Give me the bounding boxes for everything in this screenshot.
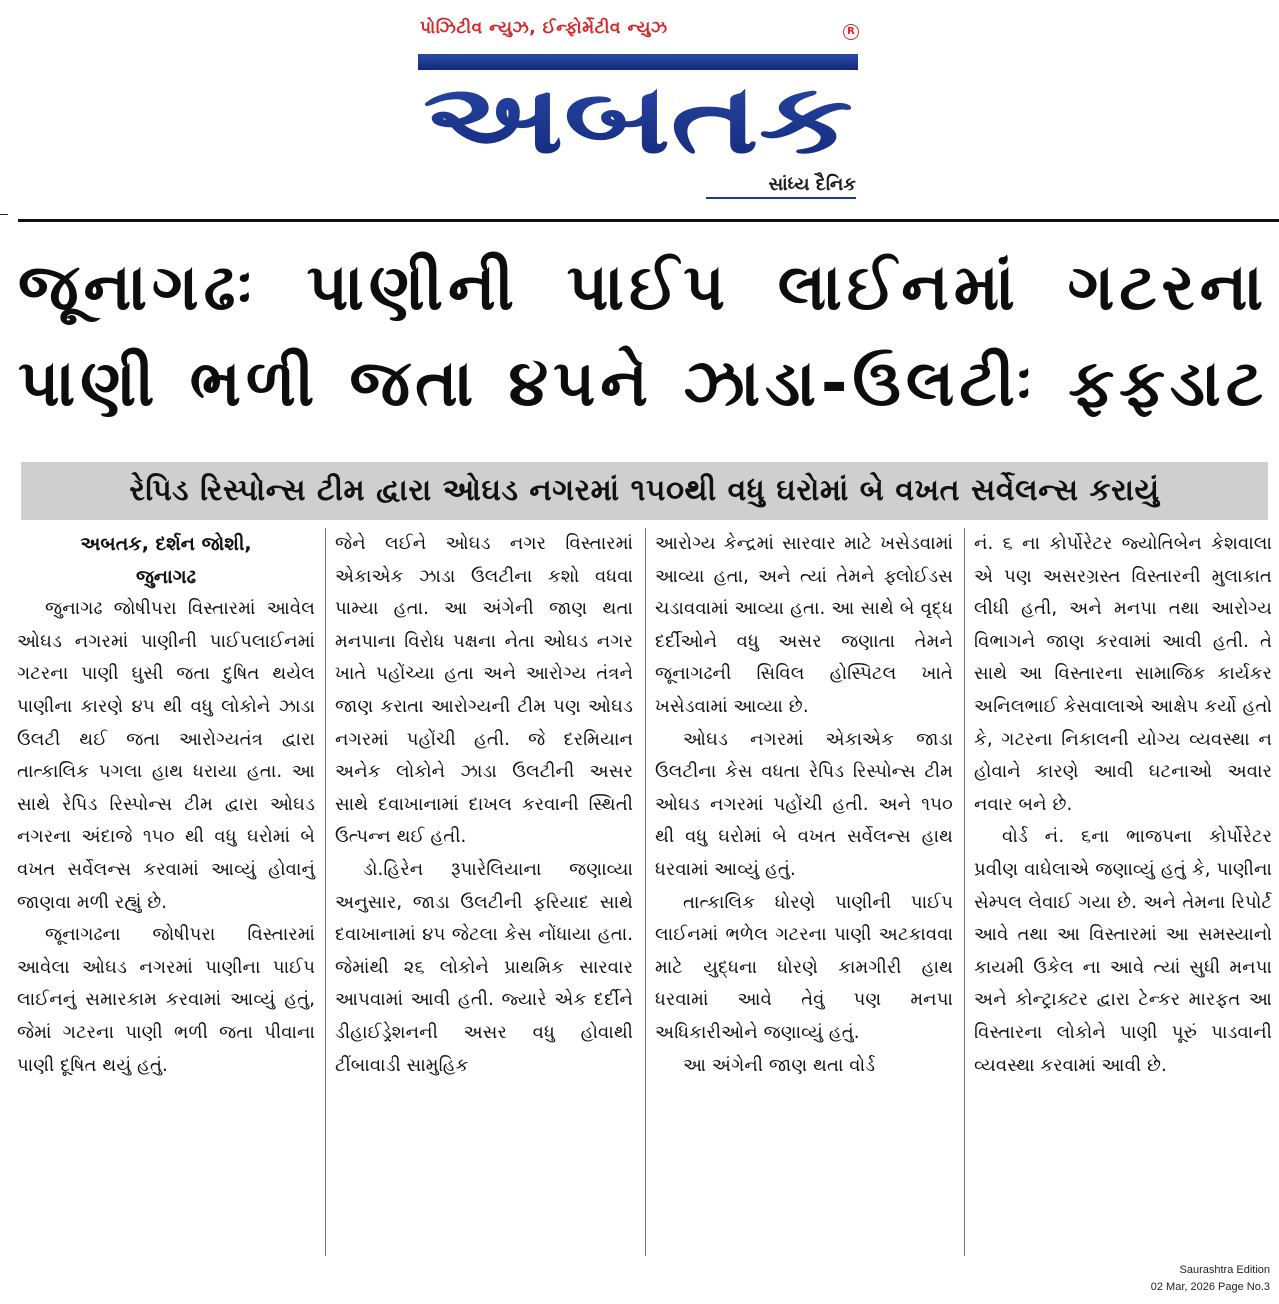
headline [18, 240, 1268, 432]
registered-mark-icon: R [843, 24, 859, 40]
article-column-1 [17, 528, 315, 1082]
article-paragraph: ઓઘડ નગરમાં એકાએક જાડા ઉલટીના કેસ વધતા રેપિડ રિસ્પોન્સ ટીમ ઓઘડ નગરમાં પહોંચી હતી. અને ૧૫૦ થી વધુ ઘરોમાં બે વખત સર્વેલન્સ હાથ ધરવામાં આવ્યું હતું. [655, 728, 953, 880]
article-column-4 [974, 528, 1272, 1082]
subheadline: રેપિડ રિસ્પોન્સ ટીમ દ્વારા ઓઘડ નગરમાં ૧૫૦થી વધુ ઘરોમાં બે વખત સર્વેલન્સ કરાયું [21, 462, 1268, 520]
masthead [0, 0, 1279, 215]
headline-line-2: પાણી ભળી જતા ૪૫ને ઝાડા-ઉલટીઃ ફફડાટ [18, 347, 1268, 421]
article-paragraph: વોર્ડ નં. ૬ના ભાજપના કોર્પોરેટર પ્રવીણ વાઘેલાએ જણાવ્યું હતું કે, પાણીના સેમ્પલ લેવાઈ ગયા છે. અને તેમના રિપોર્ટ આવે તથા આ વિસ્તારમાં આ સમસ્યાનો કાયમી ઉકેલ ના આવે ત્યાં સુધી મનપા અને કોન્ટ્રાક્ટર દ્વારા ટેન્કર મારફત આ વિસ્તારના લોકોને પાણી પૂરું પાડવાની વ્યવસ્થા કરવામાં આવી છે. [974, 826, 1272, 1076]
edition-type: સાંધ્ય દૈનિક [706, 174, 856, 199]
article-paragraph: તાત્કાલિક ધોરણે પાણીની પાઈપ લાઈનમાં ભળેલ ગટરના પાણી અટકાવવા માટે યુદ્ધના ધોરણે કામગીરી હાથ ધરવામાં આવે તેવું પણ મનપા અધિકારીઓને જણાવ્યું હતું. [655, 891, 953, 1043]
newspaper-logo [418, 44, 858, 164]
edition-name: Saurashtra Edition [1179, 1264, 1270, 1276]
date-page-number: 02 Mar, 2026 Page No.3 [1150, 1281, 1270, 1293]
article-column-3 [655, 528, 953, 1082]
divider [18, 219, 1279, 222]
article-paragraph: જુનાગઢ જોષીપરા વિસ્તારમાં આવેલ ઓઘડ નગરમાં પાણીની પાઈપલાઈનમાં ગટરના પાણી ઘુસી જતા દુષિત થયેલ પાણીના કારણે ૪૫ થી વધુ લોકોને ઝાડા ઉલટી થઈ જતા આરોગ્યતંત્ર દ્વારા તાત્કાલિક પગલા હાથ ધરાયા હતા. આ સાથે રેપિડ રિસ્પોન્સ ટીમ દ્વારા ઓઘડ નગરના અંદાજે ૧૫૦ થી વધુ ઘરોમાં બે વખત સર્વેલન્સ કરવામાં આવ્યું હોવાનું જાણવા મળી રહ્યું છે. [17, 598, 315, 913]
article-paragraph: નં. ૬ ના કોર્પોરેટર જ્યોતિબેન કેશવાલા એ પણ અસરગ્રસ્ત વિસ્તારની મુલાકાત લીધી હતી, અને મનપા તથા આરોગ્ય વિભાગને જાણ કરવામાં આવી હતી. તે સાથે આ વિસ્તારના સામાજિક કાર્યકર અનિલભાઈ કેસવાલાએ આક્ષેપ કર્યો હતો કે, ગટરના નિકાલની યોગ્ય વ્યવસ્થા ન હોવાને કારણે આવી ઘટનાઓ અવાર નવાર બને છે. [974, 533, 1272, 815]
byline-location: જુનાગઢ [135, 565, 197, 588]
article-paragraph: ડો.હિરેન રૂપારેલિયાના જણાવ્યા અનુસાર, જાડા ઉલટીની ફરિયાદ સાથે દવાખાનામાં ૪૫ જેટલા કેસ નોંધાયા હતા. જેમાંથી ૨૬ લોકોને પ્રાથમિક સારવાર આપવામાં આવી હતી. જ્યારે એક દર્દીને ડીહાઈડ્રેશનની અસર વધુ હોવાથી ટીંબાવાડી સામુહિક [335, 858, 633, 1076]
article-paragraph: જેને લઈને ઓઘડ નગર વિસ્તારમાં એકાએક ઝાડા ઉલટીના કશો વધવા પામ્યા હતા. આ અંગેની જાણ થતા મનપાના વિરોધ પક્ષના નેતા ઓઘડ નગર ખાતે પહોંચ્યા હતા અને આરોગ્ય તંત્રને જાણ કરાતા આરોગ્યની ટીમ પણ ઓઘડ નગરમાં પહોંચી હતી. જે દરમિયાન અનેક લોકોને ઝાડા ઉલટીની અસર સાથે દવાખાનામાં દાખલ કરવાની સ્થિતી ઉત્પન્ન થઈ હતી. [335, 533, 633, 848]
column-divider [325, 528, 326, 1256]
article-column-2 [335, 528, 633, 1082]
divider [0, 214, 8, 215]
article-paragraph: આરોગ્ય કેન્દ્રમાં સારવાર માટે ખસેડવામાં આવ્યા હતા, અને ત્યાં તેમને ફ્લોઈડસ ચડાવવામાં આવ્યા હતા. આ સાથે બે વૃદ્ધ દર્દીઓને વધુ અસર જણાતા તેમને જૂનાગઢની સિવિલ હોસ્પિટલ ખાતે ખસેડવામાં આવ્યા છે. [655, 533, 953, 717]
column-divider [645, 528, 646, 1256]
tagline: પોઝિટીવ ન્યુઝ, ઈન્ફોર્મેટીવ ન્યુઝ [420, 18, 668, 38]
logo-text: અબતક [423, 63, 853, 164]
article-paragraph: આ અંગેની જાણ થતા વોર્ડ [683, 1054, 876, 1076]
headline-line-1: જૂનાગઢઃ પાણીની પાઈપ લાઈનમાં ગટરના [18, 251, 1268, 325]
page-footer [1070, 1262, 1270, 1296]
article-paragraph: જૂનાગઢના જોષીપરા વિસ્તારમાં આવેલા ઓઘડ નગરમાં પાણીના પાઈપ લાઈનનું સમારકામ કરવામાં આવ્યું હતું, જેમાં ગટરના પાણી ભળી જતા પીવાના પાણી દૂષિત થયું હતું. [17, 924, 315, 1076]
byline-author: અબતક, દર્શન જોશી, [80, 533, 252, 555]
column-divider [964, 528, 965, 1256]
